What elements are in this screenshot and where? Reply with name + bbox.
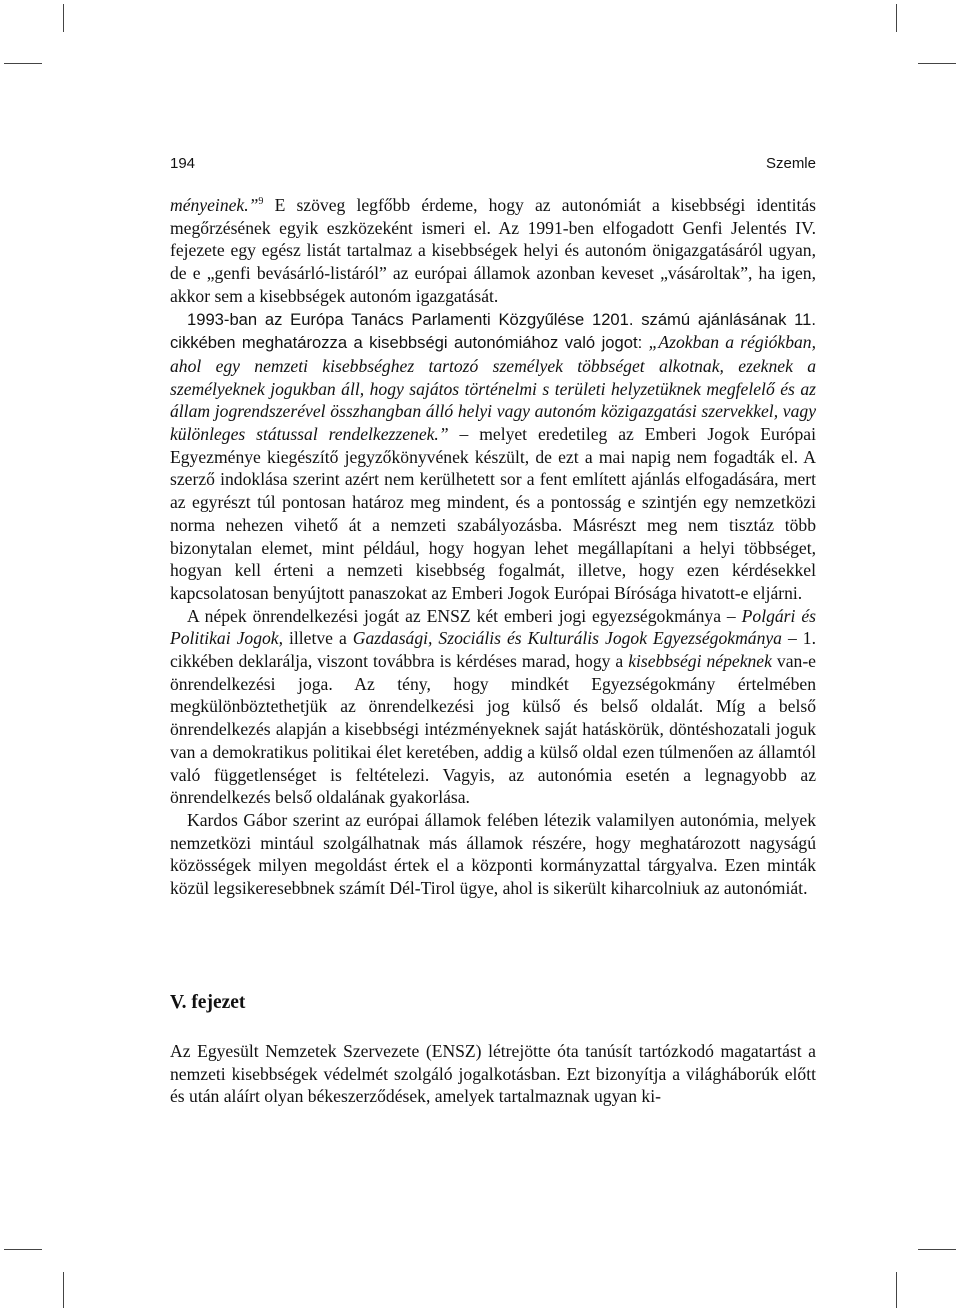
chapter-text (170, 1040, 816, 1108)
paragraph-3-italic-2: Gazdasági, Szociális és Kulturális Jogok Egyezségokmánya (352, 628, 782, 649)
running-header (170, 152, 816, 176)
crop-mark-top-left-vertical (63, 4, 64, 32)
running-title: Szemle (765, 155, 816, 172)
paragraph-1 (170, 194, 816, 308)
paragraph-1-text: E szöveg legfőbb érdeme, hogy az autonómiát a kisebbségi identitás megőrzésének egyik eszközeként ismeri el. Az 1991-ben elfogadott Genfi Jelentés IV. fejezete egy egész listát tartalmaz a kisebbségek helyi és autonóm önigazgatásáról ugyan, de e „genfi bevásárló-listáról” az európai államok azonban keveset „vásároltak”, ha igen, akkor sem a kisebbségek autonóm igazgatását. (170, 195, 816, 306)
paragraph-2-lead: 1993-ban az Európa Tanács Parlamenti Közgyűlése 1201. számú ajánlásának 11. cikkében meghatározza a kisebbségi autonómiához való jogot: (170, 309, 816, 353)
page-number: 194 (170, 155, 196, 172)
crop-mark-top-right-vertical (896, 4, 897, 32)
paragraph-3-italic-1: Polgári és Politikai Jogok, (170, 605, 816, 649)
paragraph-3-italic-3: kisebbségi népeknek (628, 651, 772, 672)
crop-mark-top-left-horizontal (4, 63, 42, 64)
chapter-paragraph-1: Az Egyesült Nemzetek Szervezete (ENSZ) létrejötte óta tanúsít tartózkodó magatartást a nemzeti kisebbségek védelmét szolgáló jogalkotásban. Ezt bizonyítja a világháborúk előtt és után aláírt olyan békeszerződések, amelyek tartalmaznak ugyan ki- (170, 1041, 816, 1107)
crop-mark-bottom-right-vertical (896, 1272, 897, 1308)
paragraph-3-text-2: illetve a (283, 628, 353, 649)
crop-mark-bottom-right-horizontal (918, 1249, 956, 1250)
crop-mark-top-right-horizontal (918, 63, 956, 64)
paragraph-3-text-1: A népek önrendelkezési jogát az ENSZ két emberi jogi egyezségokmánya – (187, 605, 742, 626)
paragraph-4: Kardos Gábor szerint az európai államok felében létezik valamilyen autonómia, melyek nemzetközi mintául szolgálhatnak más államok részére, hogy meghatározott nagyságú közösségek milyen megoldást értek el a központi kormányzattal tárgyalva. Ezen minták közül legsikeresebbnek számít Dél-Tirol ügye, ahol is sikerült kiharcolniuk az autonómiát. (170, 809, 816, 899)
paragraph-3-text-3: – 1. cikkében deklarálja, viszont továbbra is kérdéses marad, hogy a (170, 628, 816, 672)
crop-mark-bottom-left-horizontal (4, 1249, 42, 1250)
paragraph-3 (170, 605, 816, 809)
paragraph-2-rest: – melyet eredetileg az Emberi Jogok Európai Egyezménye kiegészítő jegyzőkönyvének készült, de ezt a mai napig nem fogadták el. A szerző indoklása szerint azért nem kerülhetett sor a fent említett ajánlás elfogadására, mert az egyrészt túl pontosan határoz meg mindent, és a pontosság e szintjén egy nemzetközi norma nehezen vihető át a nemzeti szabályozásba. Másrészt meg nem tisztáz több bizonytalan elemet, mint például, hogy hogyan lehet megállapítani a helyi többséget, hogyan kell érteni a nemzeti kisebbség fogalmát, illetve, hogy ezen kérdésekkel kapcsolatosan benyújtott panaszokat az Emberi Jogok Európai Bírósága hivatott-e eljárni. (170, 424, 816, 603)
footnote-reference: 9 (258, 196, 264, 207)
paragraph-3-text-4: van-e önrendelkezési joga. Az tény, hogy mindkét Egyezségokmány értelmében megkülönböztethetjük az önrendelkezési jog külső és belső oldalát. Míg a belső önrendelkezés alapján a kisebbségi intézményeknek saját hatáskörük, döntéshozatali joguk van a demokratikus politikai élet keretében, addig a külső oldal ezen túlmenően az államtól való függetlenséget is feltételezi. Vagyis, az autonómia esetén a legnagyobb az önrendelkezés belső oldalának gyakorlása. (170, 651, 816, 808)
chapter-heading: V. fejezet (170, 992, 246, 1013)
paragraph-2 (170, 308, 816, 605)
crop-mark-bottom-left-vertical (63, 1272, 64, 1308)
paragraph-2-quote: „Azokban a régiókban, ahol egy nemzeti kisebbséghez tartozó személyek többséget alkotnak, ezeknek a személyeknek jogukban áll, hogy sajátos történelmi s területi helyzetüknek megfelelő és az állam jogrendszerével összhangban álló helyi vagy autonóm közigazgatási szervekkel, vagy különleges státussal rendelkezzenek.” (170, 332, 816, 445)
body-text (170, 194, 816, 900)
paragraph-1-italic-open: ményeinek.” (170, 195, 259, 215)
